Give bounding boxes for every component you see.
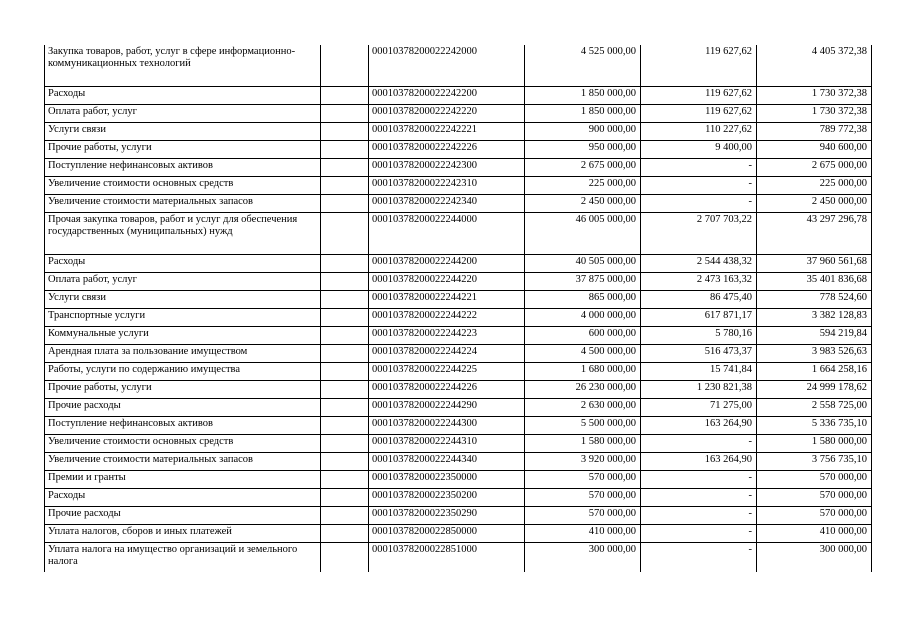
row-assigned-cell: 570 000,00 — [525, 507, 641, 525]
row-name-cell: Прочие расходы — [45, 399, 321, 417]
row-assigned-cell: 900 000,00 — [525, 123, 641, 141]
row-assigned-cell: 1 580 000,00 — [525, 435, 641, 453]
row-assigned-cell: 4 500 000,00 — [525, 345, 641, 363]
row-code-cell: 00010378200022244222 — [369, 309, 525, 327]
table-row — [45, 123, 872, 141]
row-empty-cell — [321, 273, 369, 291]
row-code-cell: 00010378200022242200 — [369, 87, 525, 105]
row-empty-cell — [321, 327, 369, 345]
row-name-cell: Арендная плата за пользование имуществом — [45, 345, 321, 363]
table-row — [45, 345, 872, 363]
row-assigned-cell: 865 000,00 — [525, 291, 641, 309]
row-name-cell: Увеличение стоимости материальных запасов — [45, 195, 321, 213]
row-name-cell: Транспортные услуги — [45, 309, 321, 327]
row-name-cell: Расходы — [45, 489, 321, 507]
row-remaining-cell: 1 664 258,16 — [757, 363, 872, 381]
row-name-cell: Увеличение стоимости материальных запасов — [45, 453, 321, 471]
row-code-cell: 00010378200022244226 — [369, 381, 525, 399]
row-assigned-cell: 2 450 000,00 — [525, 195, 641, 213]
table-row — [45, 141, 872, 159]
row-name-cell: Премии и гранты — [45, 471, 321, 489]
row-executed-cell: 2 473 163,32 — [641, 273, 757, 291]
row-empty-cell — [321, 363, 369, 381]
row-assigned-cell: 26 230 000,00 — [525, 381, 641, 399]
row-name-cell: Расходы — [45, 87, 321, 105]
row-name-cell: Прочие работы, услуги — [45, 381, 321, 399]
row-executed-cell: 516 473,37 — [641, 345, 757, 363]
row-executed-cell: 9 400,00 — [641, 141, 757, 159]
row-executed-cell: 119 627,62 — [641, 105, 757, 123]
row-executed-cell: 163 264,90 — [641, 417, 757, 435]
row-empty-cell — [321, 177, 369, 195]
row-remaining-cell: 225 000,00 — [757, 177, 872, 195]
row-code-cell: 00010378200022244221 — [369, 291, 525, 309]
row-name-cell: Закупка товаров, работ, услуг в сфере информационно-коммуникационных технологий — [45, 45, 321, 87]
row-executed-cell: - — [641, 195, 757, 213]
row-empty-cell — [321, 105, 369, 123]
row-assigned-cell: 570 000,00 — [525, 471, 641, 489]
row-empty-cell — [321, 87, 369, 105]
table-row — [45, 255, 872, 273]
row-code-cell: 00010378200022851000 — [369, 543, 525, 573]
row-code-cell: 00010378200022244200 — [369, 255, 525, 273]
row-remaining-cell: 940 600,00 — [757, 141, 872, 159]
row-executed-cell: 15 741,84 — [641, 363, 757, 381]
table-row — [45, 291, 872, 309]
row-executed-cell: - — [641, 177, 757, 195]
row-name-cell: Коммунальные услуги — [45, 327, 321, 345]
row-assigned-cell: 5 500 000,00 — [525, 417, 641, 435]
table-row — [45, 159, 872, 177]
row-code-cell: 00010378200022350000 — [369, 471, 525, 489]
row-code-cell: 00010378200022244225 — [369, 363, 525, 381]
row-assigned-cell: 300 000,00 — [525, 543, 641, 573]
row-code-cell: 00010378200022242300 — [369, 159, 525, 177]
row-remaining-cell: 3 756 735,10 — [757, 453, 872, 471]
table-row — [45, 471, 872, 489]
row-assigned-cell: 3 920 000,00 — [525, 453, 641, 471]
row-executed-cell: - — [641, 525, 757, 543]
row-name-cell: Оплата работ, услуг — [45, 273, 321, 291]
row-name-cell: Услуги связи — [45, 291, 321, 309]
row-code-cell: 00010378200022244224 — [369, 345, 525, 363]
table-row — [45, 87, 872, 105]
row-empty-cell — [321, 543, 369, 573]
row-executed-cell: - — [641, 435, 757, 453]
row-remaining-cell: 43 297 296,78 — [757, 213, 872, 255]
row-code-cell: 00010378200022242340 — [369, 195, 525, 213]
table-row — [45, 327, 872, 345]
row-code-cell: 00010378200022242220 — [369, 105, 525, 123]
row-code-cell: 00010378200022244340 — [369, 453, 525, 471]
row-empty-cell — [321, 213, 369, 255]
row-remaining-cell: 570 000,00 — [757, 489, 872, 507]
row-empty-cell — [321, 471, 369, 489]
row-name-cell: Уплата налогов, сборов и иных платежей — [45, 525, 321, 543]
row-assigned-cell: 1 850 000,00 — [525, 105, 641, 123]
row-name-cell: Прочие работы, услуги — [45, 141, 321, 159]
row-remaining-cell: 4 405 372,38 — [757, 45, 872, 87]
row-assigned-cell: 570 000,00 — [525, 489, 641, 507]
row-name-cell: Расходы — [45, 255, 321, 273]
row-executed-cell: 2 707 703,22 — [641, 213, 757, 255]
row-code-cell: 00010378200022242000 — [369, 45, 525, 87]
row-code-cell: 00010378200022244290 — [369, 399, 525, 417]
table-row — [45, 177, 872, 195]
row-assigned-cell: 410 000,00 — [525, 525, 641, 543]
row-executed-cell: - — [641, 543, 757, 573]
row-remaining-cell: 1 730 372,38 — [757, 105, 872, 123]
row-name-cell: Оплата работ, услуг — [45, 105, 321, 123]
row-remaining-cell: 37 960 561,68 — [757, 255, 872, 273]
table-row — [45, 45, 872, 87]
table-row — [45, 525, 872, 543]
row-empty-cell — [321, 141, 369, 159]
row-empty-cell — [321, 399, 369, 417]
row-executed-cell: - — [641, 489, 757, 507]
row-assigned-cell: 40 505 000,00 — [525, 255, 641, 273]
row-name-cell: Поступление нефинансовых активов — [45, 159, 321, 177]
table-row — [45, 543, 872, 573]
row-name-cell: Работы, услуги по содержанию имущества — [45, 363, 321, 381]
row-remaining-cell: 2 675 000,00 — [757, 159, 872, 177]
row-empty-cell — [321, 195, 369, 213]
table-row — [45, 417, 872, 435]
row-empty-cell — [321, 507, 369, 525]
row-code-cell: 00010378200022244000 — [369, 213, 525, 255]
row-executed-cell: 163 264,90 — [641, 453, 757, 471]
row-executed-cell: - — [641, 471, 757, 489]
row-remaining-cell: 5 336 735,10 — [757, 417, 872, 435]
row-empty-cell — [321, 525, 369, 543]
row-executed-cell: 71 275,00 — [641, 399, 757, 417]
row-empty-cell — [321, 435, 369, 453]
table-row — [45, 273, 872, 291]
row-name-cell: Увеличение стоимости основных средств — [45, 435, 321, 453]
row-name-cell: Уплата налога на имущество организаций и земельного налога — [45, 543, 321, 573]
row-code-cell: 00010378200022244223 — [369, 327, 525, 345]
row-name-cell: Прочие расходы — [45, 507, 321, 525]
table-row — [45, 309, 872, 327]
row-executed-cell: 5 780,16 — [641, 327, 757, 345]
row-empty-cell — [321, 309, 369, 327]
row-remaining-cell: 300 000,00 — [757, 543, 872, 573]
row-remaining-cell: 2 558 725,00 — [757, 399, 872, 417]
row-empty-cell — [321, 45, 369, 87]
row-executed-cell: - — [641, 507, 757, 525]
row-assigned-cell: 950 000,00 — [525, 141, 641, 159]
row-empty-cell — [321, 417, 369, 435]
row-code-cell: 00010378200022242221 — [369, 123, 525, 141]
row-name-cell: Увеличение стоимости основных средств — [45, 177, 321, 195]
row-executed-cell: 119 627,62 — [641, 45, 757, 87]
row-empty-cell — [321, 489, 369, 507]
row-assigned-cell: 1 680 000,00 — [525, 363, 641, 381]
row-remaining-cell: 594 219,84 — [757, 327, 872, 345]
row-code-cell: 00010378200022850000 — [369, 525, 525, 543]
row-assigned-cell: 4 525 000,00 — [525, 45, 641, 87]
row-code-cell: 00010378200022244310 — [369, 435, 525, 453]
row-remaining-cell: 3 983 526,63 — [757, 345, 872, 363]
row-remaining-cell: 570 000,00 — [757, 507, 872, 525]
table-row — [45, 453, 872, 471]
row-code-cell: 00010378200022244220 — [369, 273, 525, 291]
row-remaining-cell: 410 000,00 — [757, 525, 872, 543]
row-empty-cell — [321, 291, 369, 309]
row-empty-cell — [321, 453, 369, 471]
row-assigned-cell: 600 000,00 — [525, 327, 641, 345]
row-code-cell: 00010378200022350200 — [369, 489, 525, 507]
row-assigned-cell: 46 005 000,00 — [525, 213, 641, 255]
row-name-cell: Поступление нефинансовых активов — [45, 417, 321, 435]
row-assigned-cell: 2 675 000,00 — [525, 159, 641, 177]
row-remaining-cell: 570 000,00 — [757, 471, 872, 489]
row-remaining-cell: 1 730 372,38 — [757, 87, 872, 105]
budget-table — [44, 45, 872, 572]
table-row — [45, 507, 872, 525]
row-remaining-cell: 789 772,38 — [757, 123, 872, 141]
row-assigned-cell: 2 630 000,00 — [525, 399, 641, 417]
row-executed-cell: - — [641, 159, 757, 177]
table-row — [45, 381, 872, 399]
table-row — [45, 363, 872, 381]
row-empty-cell — [321, 159, 369, 177]
row-assigned-cell: 37 875 000,00 — [525, 273, 641, 291]
row-empty-cell — [321, 345, 369, 363]
row-empty-cell — [321, 123, 369, 141]
row-empty-cell — [321, 381, 369, 399]
table-row — [45, 489, 872, 507]
table-row — [45, 399, 872, 417]
row-assigned-cell: 4 000 000,00 — [525, 309, 641, 327]
row-code-cell: 00010378200022242310 — [369, 177, 525, 195]
row-remaining-cell: 778 524,60 — [757, 291, 872, 309]
row-name-cell: Прочая закупка товаров, работ и услуг для обеспечения государственных (муниципальных) нужд — [45, 213, 321, 255]
table-row — [45, 435, 872, 453]
row-code-cell: 00010378200022242226 — [369, 141, 525, 159]
row-executed-cell: 617 871,17 — [641, 309, 757, 327]
row-executed-cell: 1 230 821,38 — [641, 381, 757, 399]
row-code-cell: 00010378200022350290 — [369, 507, 525, 525]
row-executed-cell: 2 544 438,32 — [641, 255, 757, 273]
row-executed-cell: 119 627,62 — [641, 87, 757, 105]
budget-table-body — [45, 45, 872, 572]
row-assigned-cell: 225 000,00 — [525, 177, 641, 195]
row-executed-cell: 86 475,40 — [641, 291, 757, 309]
row-remaining-cell: 2 450 000,00 — [757, 195, 872, 213]
table-row — [45, 213, 872, 255]
row-executed-cell: 110 227,62 — [641, 123, 757, 141]
row-remaining-cell: 35 401 836,68 — [757, 273, 872, 291]
row-empty-cell — [321, 255, 369, 273]
row-remaining-cell: 1 580 000,00 — [757, 435, 872, 453]
table-row — [45, 105, 872, 123]
row-assigned-cell: 1 850 000,00 — [525, 87, 641, 105]
table-row — [45, 195, 872, 213]
row-remaining-cell: 3 382 128,83 — [757, 309, 872, 327]
row-code-cell: 00010378200022244300 — [369, 417, 525, 435]
row-name-cell: Услуги связи — [45, 123, 321, 141]
row-remaining-cell: 24 999 178,62 — [757, 381, 872, 399]
